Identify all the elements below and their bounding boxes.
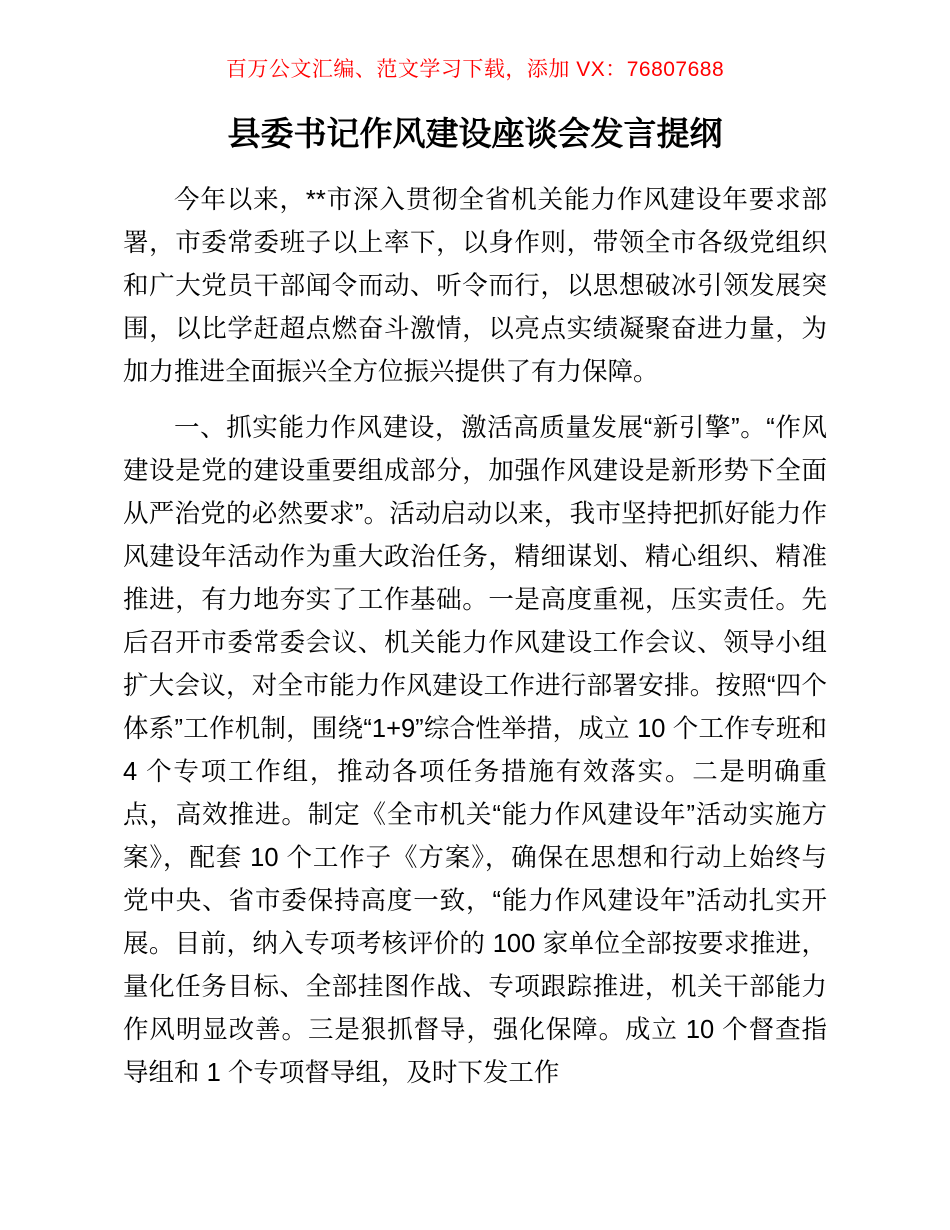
paragraph-intro: 今年以来，**市深入贯彻全省机关能力作风建设年要求部署，市委常委班子以上率下，以身作则，带领全市各级党组织和广大党员干部闻令而动、听令而行，以思想破冰引领发展突围，以比学赶超点燃奋斗激情，以亮点实绩凝聚奋进力量，为加力推进全面振兴全方位振兴提供了有力保障。 [123,186,827,387]
document-body [123,179,827,1095]
promo-watermark-text: 百万公文汇编、范文学习下载，添加 VX：76807688 [225,58,725,81]
document-title: 县委书记作风建设座谈会发言提纲 [227,115,723,152]
paragraph-section-one: 一、抓实能力作风建设，激活高质量发展“新引擎”。“作风建设是党的建设重要组成部分，加强作风建设是新形势下全面从严治党的必然要求”。活动启动以来，我市坚持把抓好能力作风建设年活动作为重大政治任务，精细谋划、精心组织、精准推进，有力地夯实了工作基础。一是高度重视，压实责任。先后召开市委常委会议、机关能力作风建设工作会议、领导小组扩大会议，对全市能力作风建设工作进行部署安排。按照“四个体系”工作机制，围绕“1+9”综合性举措，成立 10 个工作专班和 4 个专项工作组，推动各项任务措施有效落实。二是明确重点，高效推进。制定《全市机关“能力作风建设年”活动实施方案》，配套 10 个工作子《方案》，确保在思想和行动上始终与党中央、省市委保持高度一致，“能力作风建设年”活动扎实开展。目前，纳入专项考核评价的 100 家单位全部按要求推进，量化任务目标、全部挂图作战、专项跟踪推进，机关干部能力作风明显改善。三是狠抓督导，强化保障。成立 10 个督查指导组和 1 个专项督导组，及时下发工作 [123,414,827,1088]
